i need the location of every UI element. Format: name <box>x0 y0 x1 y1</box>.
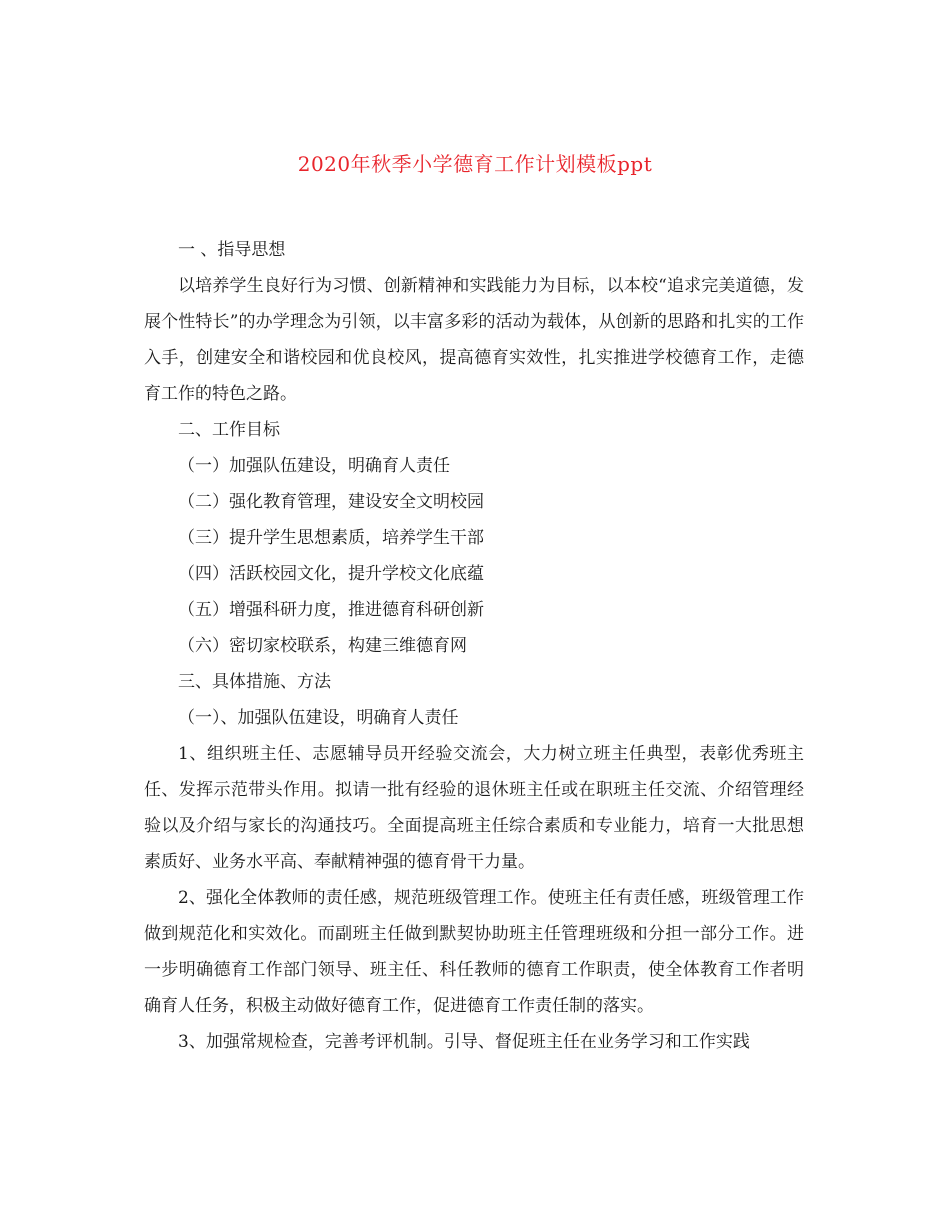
goal-item: （四）活跃校园文化，提升学校文化底蕴 <box>178 564 484 584</box>
paragraph: 1、组织班主任、志愿辅导员开经验交流会，大力树立班主任典型，表彰优秀班主任、发挥示范带头作用。拟请一批有经验的退休班主任或在职班主任交流、介绍管理经验以及介绍与家长的沟通技巧。全面提高班主任综合素质和专业能力，培育一大批思想素质好、业务水平高、奉献精神强的德育骨干力量。 <box>144 744 804 872</box>
goal-item: （五）增强科研力度，推进德育科研创新 <box>178 600 484 620</box>
section-heading: 一 、指导思想 <box>178 240 286 260</box>
paragraph: 3、加强常规检查，完善考评机制。引导、督促班主任在业务学习和工作实践 <box>178 1032 750 1052</box>
document-body <box>144 232 804 1060</box>
subsection-heading: （一）、加强队伍建设，明确育人责任 <box>178 708 459 728</box>
document-title: 2020年秋季小学德育工作计划模板ppt <box>297 152 653 176</box>
goal-item: （六）密切家校联系，构建三维德育网 <box>178 636 467 656</box>
goal-item: （一）加强队伍建设，明确育人责任 <box>178 456 450 476</box>
goal-item: （二）强化教育管理，建设安全文明校园 <box>178 492 484 512</box>
section-heading: 三、具体措施、方法 <box>178 672 331 692</box>
section-heading: 二、工作目标 <box>178 420 280 440</box>
paragraph: 以培养学生良好行为习惯、创新精神和实践能力为目标，以本校“追求完美道德，发展个性特长”的办学理念为引领，以丰富多彩的活动为载体，从创新的思路和扎实的工作入手，创建安全和谐校园和优良校风，提高德育实效性，扎实推进学校德育工作，走德育工作的特色之路。 <box>144 276 804 404</box>
paragraph: 2、强化全体教师的责任感，规范班级管理工作。使班主任有责任感，班级管理工作做到规范化和实效化。而副班主任做到默契协助班主任管理班级和分担一部分工作。进一步明确德育工作部门领导、班主任、科任教师的德育工作职责，使全体教育工作者明确育人任务，积极主动做好德育工作，促进德育工作责任制的落实。 <box>144 888 804 1016</box>
goal-item: （三）提升学生思想素质，培养学生干部 <box>178 528 484 548</box>
